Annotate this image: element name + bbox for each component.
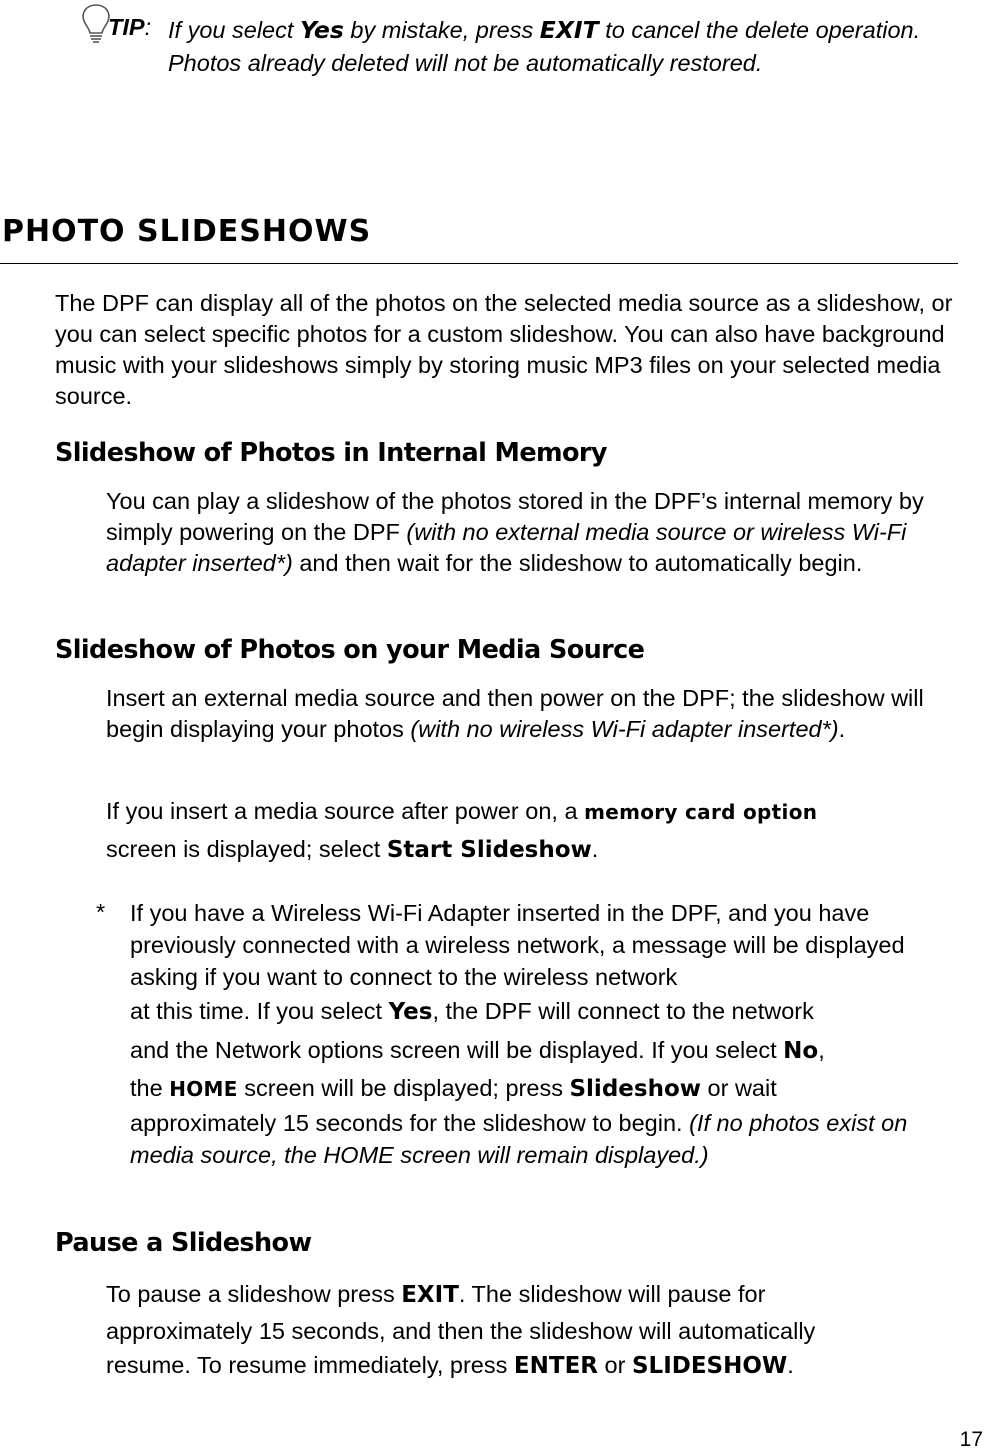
footnote-paragraph-1: If you have a Wireless Wi-Fi Adapter inserted in the DPF, and you have previously connected with a wireless network, a message will be displayed asking if you want to connect to the wireless network: [130, 900, 905, 990]
intro-paragraph: The DPF can display all of the photos on the selected media source as a slideshow, or you can select specific photos for a custom slideshow. You can also have background music with your slideshows simply by storing music MP3 files on your selected media source.: [55, 290, 953, 409]
tip-text: If you select Yes by mistake, press EXIT to cancel the delete operation. Photos already deleted will not be automatically restored.: [168, 16, 921, 76]
heading-media-source: Slideshow of Photos on your Media Source: [55, 635, 645, 665]
internal-memory-paragraph: You can play a slideshow of the photos stored in the DPF’s internal memory by simply powering on the DPF (with no external media source or wireless Wi-Fi adapter inserted*) and then wait for the slideshow to automatically begin.: [106, 488, 924, 576]
media-source-option-line2: screen is displayed; select Start Slideshow.: [106, 836, 599, 863]
page-number: 17: [959, 1428, 983, 1451]
footnote-line-yes: at this time. If you select Yes, the DPF will connect to the network: [130, 998, 814, 1025]
footnote-star: *: [96, 899, 106, 925]
footnote-line-home: the HOME screen will be displayed; press Slideshow or wait: [130, 1075, 777, 1102]
heading-internal-memory: Slideshow of Photos in Internal Memory: [55, 438, 607, 468]
section-divider: [0, 263, 958, 264]
section-title: PHOTO SLIDESHOWS: [2, 214, 372, 249]
heading-pause: Pause a Slideshow: [55, 1228, 312, 1258]
footnote-line-no: and the Network options screen will be displayed. If you select No,: [130, 1037, 825, 1064]
pause-line-2: approximately 15 seconds, and then the slideshow will automatically: [106, 1318, 816, 1344]
tip-label: TIP:: [108, 14, 152, 40]
footnote-line-wait: approximately 15 seconds for the slideshow to begin. (If no photos exist on media source, the HOME screen will remain displayed.): [130, 1110, 908, 1168]
media-source-paragraph: Insert an external media source and then power on the DPF; the slideshow will begin displaying your photos (with no wireless Wi-Fi adapter inserted*).: [106, 685, 924, 742]
pause-line-3: resume. To resume immediately, press ENTER or SLIDESHOW.: [106, 1352, 794, 1379]
pause-line-1: To pause a slideshow press EXIT. The slideshow will pause for: [106, 1281, 766, 1308]
media-source-option-line1: If you insert a media source after power on, a memory card option: [106, 798, 818, 824]
